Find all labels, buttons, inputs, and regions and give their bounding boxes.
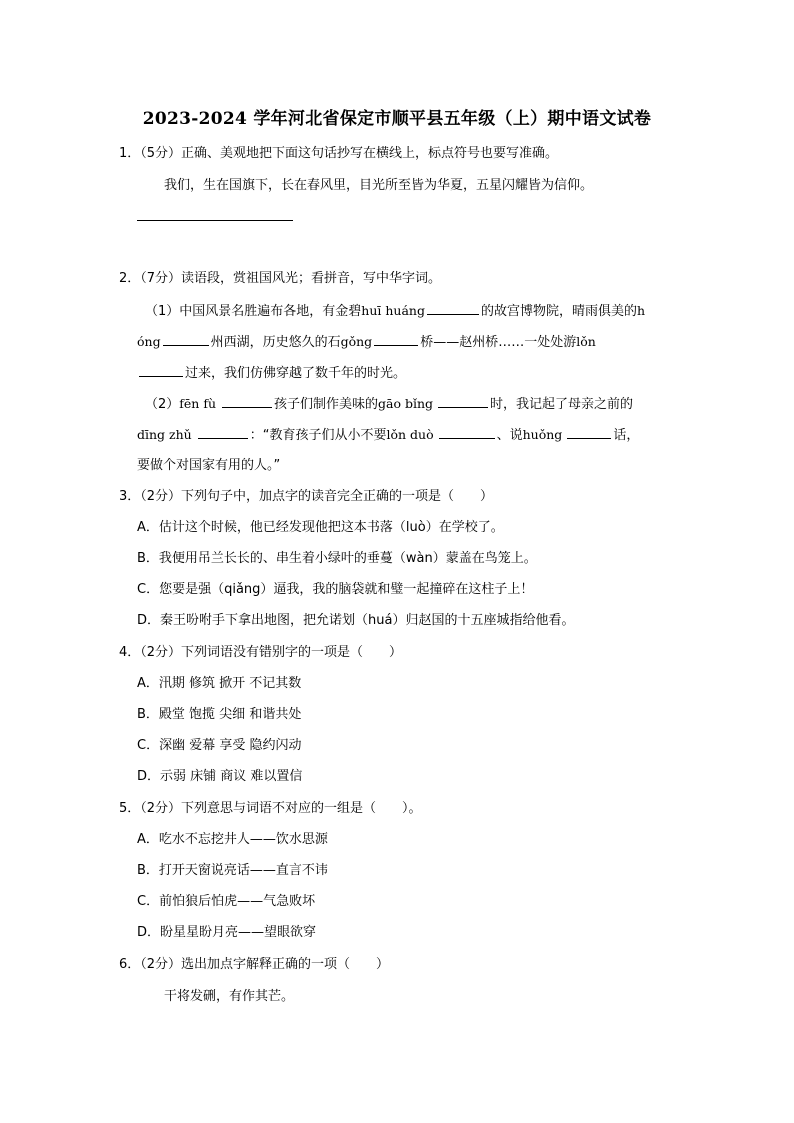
q4-option-b[interactable]: B．殿堂 饱揽 尖细 和谐共处 [137,707,302,722]
q4-option-d[interactable]: D．示弱 床铺 商议 难以置信 [137,769,303,784]
q3-option-a[interactable]: A．估计这个时候，他已经发现他把这本书落（luò）在学校了。 [137,520,504,535]
pinyin-hint: gāo bǐng [378,396,434,411]
q2-text: 州西湖，历史悠久的石 [210,335,341,350]
q4-stem: 4．（2分）下列词语没有错别字的一项是（ ） [119,645,403,660]
q2-text: 的故宫博物院，晴雨俱美的 [480,304,637,319]
q2-text: 桥——赵州桥……一处处游 [420,335,577,350]
q3-option-b[interactable]: B．我便用吊兰长长的、串生着小绿叶的垂蔓（wàn）蒙盖在鸟笼上。 [137,551,537,566]
fill-blank[interactable] [438,395,488,408]
pinyin-hint: lǒn duò [386,427,434,442]
q3-option-d[interactable]: D．秦王吩咐手下拿出地图，把允诺划（huá）归赵国的十五座城指给他看。 [137,613,575,628]
fill-blank[interactable] [439,426,495,439]
q2-text: （2） [145,397,180,412]
q4-option-c[interactable]: C．深幽 爱幕 享受 隐约闪动 [137,738,302,753]
pinyin-hint: huǒng [522,427,563,442]
q6-stem: 6．（2分）选出加点字解释正确的一项（ ） [119,957,390,972]
q2-text: 过来，我们仿佛穿越了数千年的时光。 [185,366,407,381]
q3-option-c[interactable]: C．您要是强（qiǎng）逼我，我的脑袋就和璧一起撞碎在这柱子上！ [137,582,534,597]
q2-text: ：“教育孩子们从小不要 [249,428,387,443]
pinyin-hint: h [636,303,646,318]
pinyin-hint: fēn fù [179,396,217,411]
q2-text: 时，我记起了母亲之前的 [490,397,634,412]
fill-blank[interactable] [567,426,611,439]
q1-answer-line [137,220,293,221]
fill-blank[interactable] [163,333,209,346]
q2-text: （1）中国风景名胜遍布各地，有金碧 [145,304,362,319]
fill-blank[interactable] [198,426,248,439]
fill-blank[interactable] [427,302,479,315]
pinyin-hint: lǒn [576,334,596,349]
fill-blank[interactable] [139,364,183,377]
q2-part2-line1 [145,395,633,414]
fill-blank[interactable] [222,395,272,408]
q2-stem: 2．（7分）读语段，赏祖国风光；看拼音，写中华字词。 [119,271,442,286]
q2-part2-line2 [137,426,639,445]
q2-text: 话， [613,428,640,443]
q5-option-b[interactable]: B．打开天窗说亮话——直言不讳 [137,863,328,878]
q5-option-a[interactable]: A．吃水不忘挖井人——饮水思源 [137,832,328,847]
q2-part2-line3: 要做个对国家有用的人。” [137,458,281,473]
q3-stem: 3．（2分）下列句子中，加点字的读音完全正确的一项是（ ） [119,489,494,504]
q5-option-c[interactable]: C．前怕狼后怕虎——气急败坏 [137,894,316,909]
pinyin-hint: dīng zhǔ [137,427,192,442]
q2-text: 孩子们制作美味的 [274,397,379,412]
q1-sentence: 我们，生在国旗下，长在春风里，目光所至皆为华夏，五星闪耀皆为信仰。 [164,178,594,193]
pinyin-hint: huī huáng [361,303,425,318]
fill-blank[interactable] [374,333,418,346]
pinyin-hint: óng [137,334,161,349]
q6-sentence: 干将发硎，有作其芒。 [164,989,295,1004]
q1-stem: 1．（5分）正确、美观地把下面这句话抄写在横线上，标点符号也要写准确。 [119,146,559,161]
q2-text: 、说 [496,428,523,443]
q2-part1-line2 [137,333,596,352]
q5-option-d[interactable]: D．盼星星盼月亮——望眼欲穿 [137,925,317,940]
q2-part1-line1 [145,302,645,321]
pinyin-hint: gǒng [340,334,373,349]
q4-option-a[interactable]: A．汛期 修筑 掀开 不记其数 [137,676,302,691]
exam-title: 2023-2024 学年河北省保定市顺平县五年级（上）期中语文试卷 [142,109,652,129]
q2-part1-line3 [137,364,406,383]
q5-stem: 5．（2分）下列意思与词语不对应的一组是（ ）。 [119,801,422,816]
